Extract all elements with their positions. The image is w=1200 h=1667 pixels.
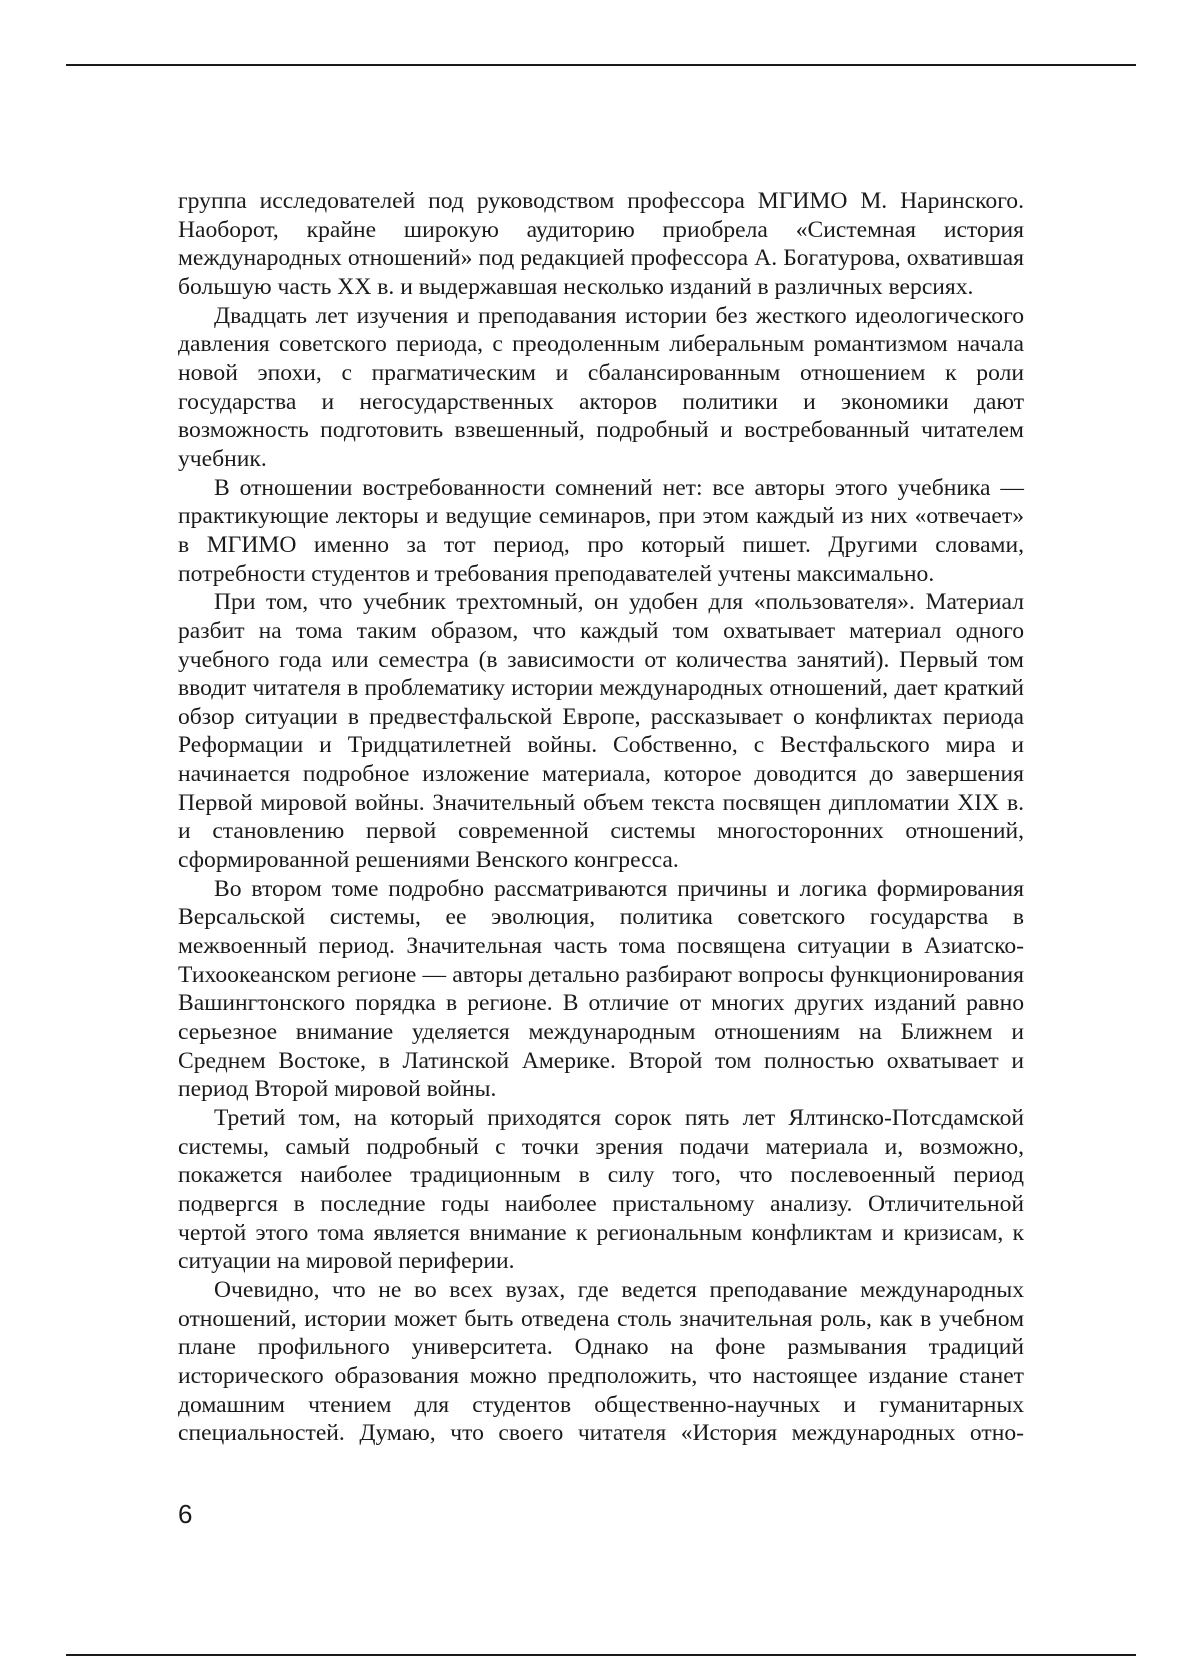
paragraph: Очевидно, что не во всех вузах, где ведется преподавание международных отношений, истории может быть отведена столь значительная роль, как в учебном плане профильного университета. Однако на фоне размывания традиций исторического образования можно предположить, что настоящее издание станет домашним чтением для студентов общественно-научных и гуманитарных специальностей. Думаю, что своего читателя «История международных отно- (178, 1276, 1024, 1447)
header-rule (66, 64, 1136, 66)
paragraph: В отношении востребованности сомнений нет: все авторы этого учебника — практикующие лекторы и ведущие семинаров, при этом каждый из них «отвечает» в МГИМО именно за тот период, про который пишет. Другими словами, потребности студентов и требования преподавателей учтены максимально. (178, 474, 1024, 587)
paragraph: Третий том, на который приходятся сорок пять лет Ялтинско-Потсдамской системы, самый подробный с точки зрения подачи материала и, возможно, покажется наиболее традиционным в силу того, что послевоенный период подвергся в последние годы наиболее пристальному анализу. Отличительной чертой этого тома является внимание к региональным конфликтам и кризисам, к ситуации на мировой периферии. (178, 1105, 1024, 1275)
paragraph: Двадцать лет изучения и преподавания истории без жесткого идеологического давления советского периода, с преодоленным либеральным романтизмом начала новой эпохи, с прагматическим и сбалансированным отношением к роли государства и негосударственных акторов политики и экономики дают возможность подготовить взвешенный, подробный и востребованный читателем учебник. (178, 302, 1024, 472)
footer-rule (66, 1654, 1136, 1656)
paragraph: группа исследователей под руководством профессора МГИМО М. Наринского. Наоборот, крайне широкую аудиторию приобрела «Системная история международных отношений» под редакцией профессора А. Богатурова, охватившая большую часть XX в. и выдержавшая несколько изданий в различных версиях. (178, 188, 1024, 300)
paragraph: При том, что учебник трехтомный, он удобен для «пользователя». Материал разбит на тома таким образом, что каждый том охватывает материал одного учебного года или семестра (в зависимости от количества занятий). Первый том вводит читателя в проблематику истории международных отношений, дает краткий обзор ситуации в предвестфальской Европе, рассказывает о конфликтах периода Реформации и Тридцатилетней войны. Собственно, с Вестфальского мира и начинается подробное изложение материала, которое доводится до завершения Первой мировой войны. Значительный объем текста посвящен дипломатии XIX в. и становлению первой современной системы многосторонних отношений, сформированной решениями Венского конгресса. (178, 589, 1024, 874)
page-number: 6 (178, 1499, 193, 1529)
body-text (178, 187, 1024, 1448)
paragraph: Во втором томе подробно рассматриваются причины и логика формирования Версальской системы, ее эволюция, политика советского государства в межвоенный период. Значительная часть тома посвящена ситуации в Азиатско-Тихоокеанском регионе — авторы детально разбирают вопросы функционирования Вашингтонского порядка в регионе. В отличие от многих других изданий равно серьезное внимание уделяется международным отношениям на Ближнем и Среднем Востоке, в Латинской Америке. Второй том полностью охватывает и период Второй мировой войны. (178, 875, 1024, 1103)
